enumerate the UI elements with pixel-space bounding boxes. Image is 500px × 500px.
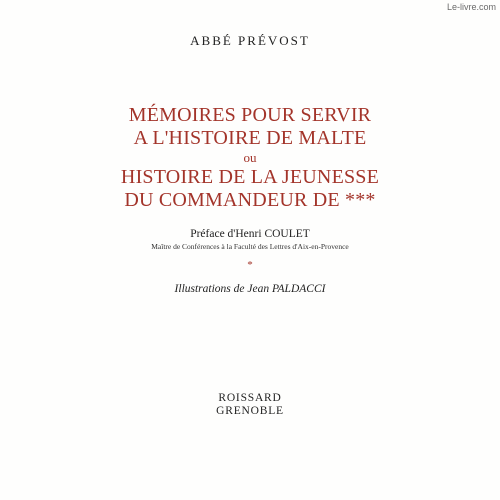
watermark-text: Le-livre.com (446, 2, 496, 12)
preface-affiliation: Maître de Conférences à la Faculté des Lettres d'Aix-en-Provence (151, 242, 349, 251)
illustrator-last-name: PALDACCI (271, 283, 326, 295)
preface-prefix: Préface d'Henri (190, 228, 262, 240)
book-title (0, 104, 500, 212)
title-line-4: DU COMMANDEUR DE *** (124, 189, 376, 211)
illustrations-credit (0, 283, 500, 295)
title-conjunction: ou (243, 150, 257, 165)
preface-author-name: COULET (264, 228, 310, 240)
publisher-name: ROISSARD (218, 392, 282, 404)
title-line-2: A L'HISTOIRE DE MALTE (133, 127, 367, 149)
publisher-city: GRENOBLE (216, 405, 284, 417)
illustrations-prefix: Illustrations de (174, 283, 245, 295)
illustrator-first-name: Jean (247, 283, 270, 295)
title-line-1: MÉMOIRES POUR SERVIR (128, 104, 372, 126)
preface-credit (0, 228, 500, 240)
title-line-3: HISTOIRE DE LA JEUNESSE (120, 166, 380, 188)
author-name: ABBÉ PRÉVOST (190, 33, 310, 48)
publisher-block (0, 392, 500, 418)
separator-star: * (247, 259, 253, 271)
